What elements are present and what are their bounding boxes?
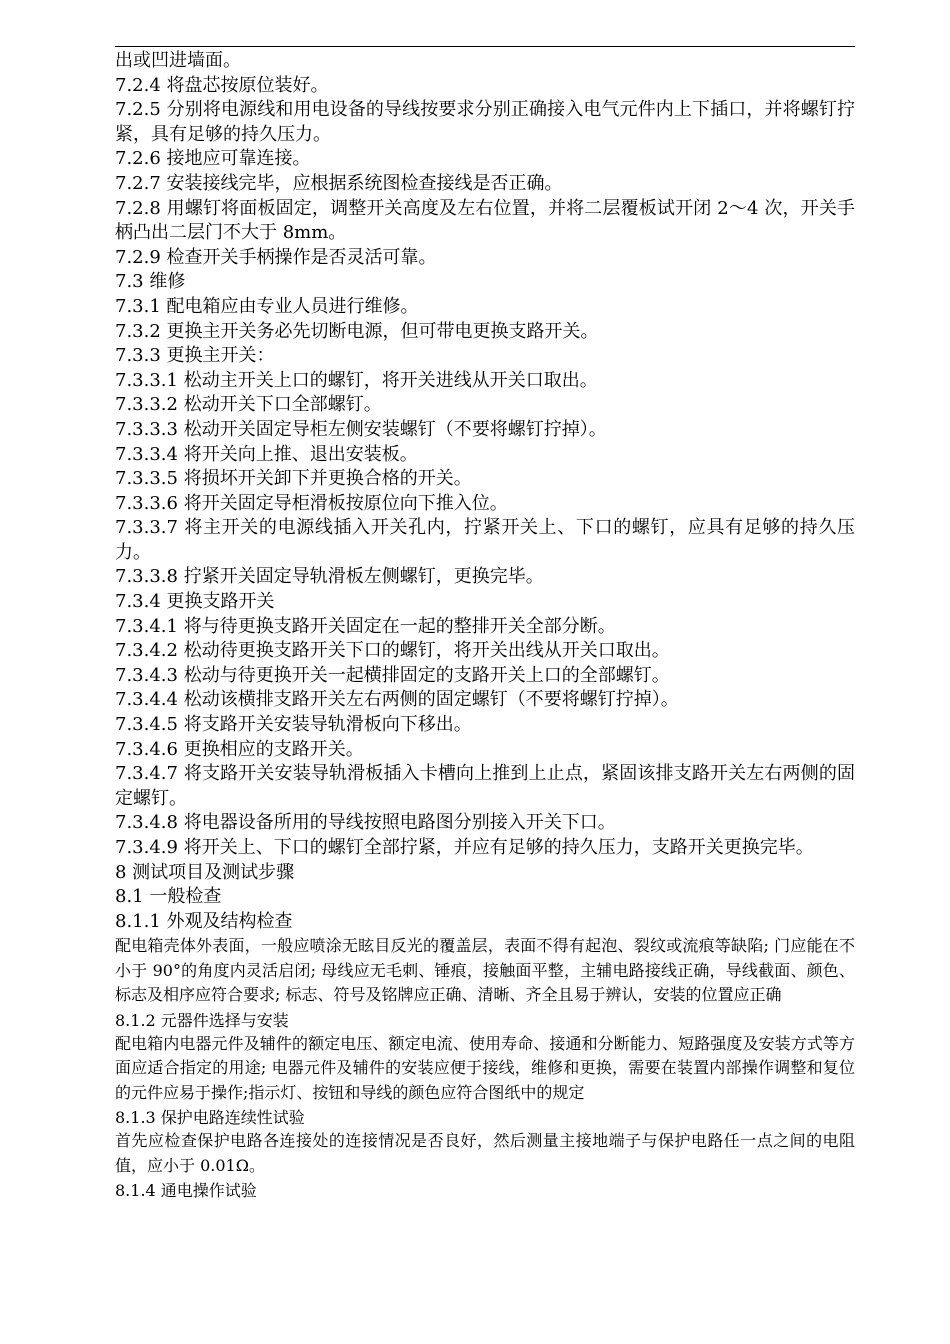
subsection-heading: 8.1.3 保护电路连续性试验 <box>115 1108 305 1128</box>
text-line: 出或凹进墙面。 <box>115 50 241 71</box>
text-line: 7.3.4.1 将与待更换支路开关固定在一起的整排开关全部分断。 <box>115 615 616 637</box>
text-line: 7.3.3.6 将开关固定导柜滑板按原位向下推入位。 <box>115 492 508 514</box>
text-line: 7.3.4 更换支路开关 <box>115 591 275 613</box>
section-heading: 8.1.1 外观及结构检查 <box>115 910 293 932</box>
text-line: 7.2.6 接地应可靠连接。 <box>115 148 311 170</box>
text-line: 7.3.1 配电箱应由专业人员进行维修。 <box>115 295 419 317</box>
text-line: 7.3.4.7 将支路开关安装导轨滑板插入卡槽向上推到上止点，紧固该排支路开关左右两侧的固定螺钉。 <box>115 763 855 809</box>
text-line: 7.3.4.8 将电器设备所用的导线按照电路图分别接入开关下口。 <box>115 812 616 834</box>
text-line: 7.3.3.3 松动开关固定导柜左侧安装螺钉（不要将螺钉拧掉）。 <box>115 418 607 440</box>
section-heading: 8.1 一般检查 <box>115 886 222 908</box>
text-line: 7.3.3.8 拧紧开关固定导轨滑板左侧螺钉，更换完毕。 <box>115 566 544 588</box>
text-line: 7.2.9 检查开关手柄操作是否灵活可靠。 <box>115 246 437 268</box>
subsection-heading: 8.1.4 通电操作试验 <box>115 1181 257 1201</box>
text-line: 7.3.4.3 松动与待更换开关一起横排固定的支路开关上口的全部螺钉。 <box>115 664 670 686</box>
text-line: 7.2.4 将盘芯按原位装好。 <box>115 74 329 96</box>
paragraph: 配电箱内电器元件及辅件的额定电压、额定电流、使用寿命、接通和分断能力、短路强度及安装方式等方面应适合指定的用途; 电器元件及辅件的安装应便于接线，维修和更换，需要在装置内部操作调整和复位的元件应易于操作;指示灯、按钮和导线的颜色应符合图纸中的规定 <box>115 1033 855 1102</box>
text-line: 7.3.3.1 松动主开关上口的螺钉，将开关进线从开关口取出。 <box>115 369 598 391</box>
text-line: 7.3.3.5 将损坏开关卸下并更换合格的开关。 <box>115 468 472 490</box>
text-line: 7.3.3.2 松动开关下口全部螺钉。 <box>115 394 382 416</box>
text-line: 7.3.4.6 更换相应的支路开关。 <box>115 738 364 760</box>
text-line: 7.3.3 更换主开关： <box>115 345 275 367</box>
text-line: 7.3.3.7 将主开关的电源线插入开关孔内，拧紧开关上、下口的螺钉，应具有足够的持久压力。 <box>115 517 855 563</box>
text-line: 7.2.8 用螺钉将面板固定，调整开关高度及左右位置，并将二层覆板试开闭 2～4 次，开关手柄凸出二层门不大于 8mm。 <box>115 197 855 244</box>
text-line: 7.3.3.4 将开关向上推、退出安装板。 <box>115 443 418 465</box>
text-line: 7.2.5 分别将电源线和用电设备的导线按要求分别正确接入电气元件内上下插口，并将螺钉拧紧，具有足够的持久压力。 <box>115 99 855 145</box>
paragraph: 配电箱壳体外表面，一般应喷涂无眩目反光的覆盖层，表面不得有起泡、裂纹或流痕等缺陷; 门应能在不小于 90°的角度内灵活启闭; 母线应无毛刺、锤痕，接触面平整，主辅电路接线正确，导线截面、颜色、标志及相序应符合要求; 标志、符号及铭牌应正确、清晰、齐全且易于辨认，安装的位置应正确 <box>115 936 855 1005</box>
text-line: 7.3.4.9 将开关上、下口的螺钉全部拧紧，并应有足够的持久压力，支路开关更换完毕。 <box>115 837 814 858</box>
subsection-heading: 8.1.2 元器件选择与安装 <box>115 1010 289 1030</box>
section-heading: 8 测试项目及测试步骤 <box>115 861 295 883</box>
header-rule <box>115 46 855 47</box>
text-line: 7.3.4.2 松动待更换支路开关下口的螺钉，将开关出线从开关口取出。 <box>115 640 670 662</box>
paragraph: 首先应检查保护电路各连接处的连接情况是否良好，然后测量主接地端子与保护电路任一点之间的电阻值，应小于 0.01Ω。 <box>115 1131 855 1175</box>
section-heading: 7.3 维修 <box>115 271 186 293</box>
text-line: 7.3.2 更换主开关务必先切断电源，但可带电更换支路开关。 <box>115 320 599 342</box>
document-page <box>115 38 855 1202</box>
text-line: 7.3.4.4 松动该横排支路开关左右两侧的固定螺钉（不要将螺钉拧掉）。 <box>115 689 679 711</box>
text-line: 7.2.7 安装接线完毕，应根据系统图检查接线是否正确。 <box>115 172 563 194</box>
text-line: 7.3.4.5 将支路开关安装导轨滑板向下移出。 <box>115 714 472 736</box>
